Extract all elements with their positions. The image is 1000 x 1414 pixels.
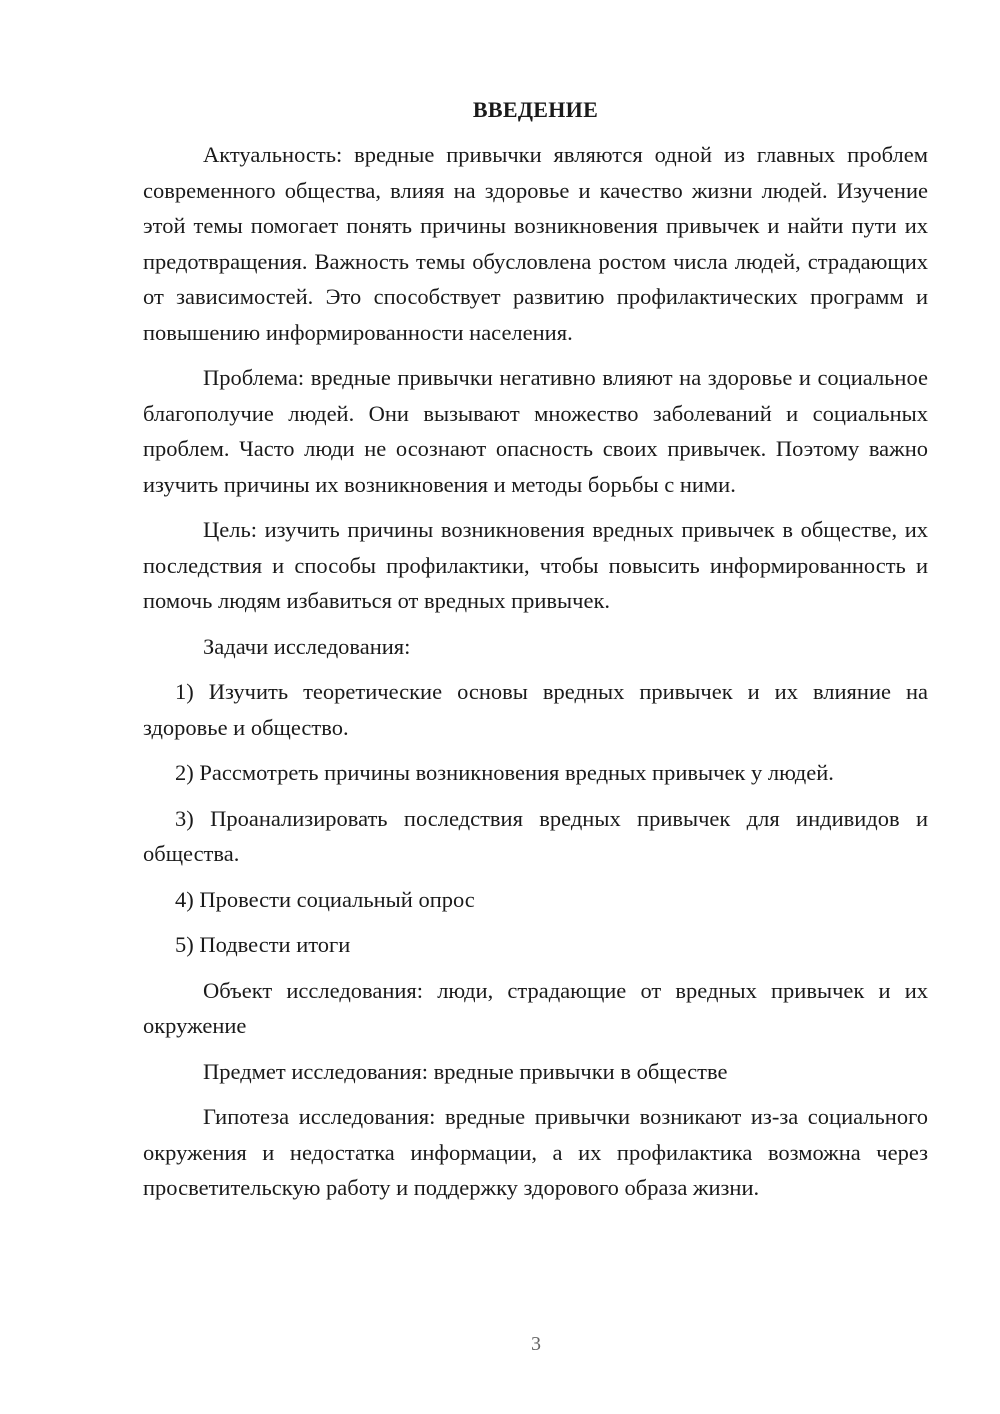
- task-item-4: 4) Провести социальный опрос: [175, 886, 475, 912]
- task-item-2: 2) Рассмотреть причины возникновения вредных привычек у людей.: [175, 760, 834, 785]
- task-item-3: 3) Проанализировать последствия вредных привычек для индивидов и общества.: [143, 805, 928, 866]
- relevance-paragraph: Актуальность: вредные привычки являются одной из главных проблем современного общества, влияя на здоровье и качество жизни людей. Изучение этой темы помогает понять причины возникновения привычек и найти пути их предотвращения. Важность темы обусловлена ростом числа людей, страдающих от зависимостей. Это способствует развитию профилактических программ и повышению информированности населения.: [143, 142, 928, 345]
- task-item-1: 1) Изучить теоретические основы вредных привычек и их влияние на здоровье и общество.: [143, 679, 928, 740]
- goal-paragraph: Цель: изучить причины возникновения вредных привычек в обществе, их последствия и способы профилактики, чтобы повысить информированность и помочь людям избавиться от вредных привычек.: [143, 517, 928, 613]
- problem-paragraph: Проблема: вредные привычки негативно влияют на здоровье и социальное благополучие людей. Они вызывают множество заболеваний и социальных проблем. Часто люди не осознают опасность своих привычек. Поэтому важно изучить причины их возникновения и методы борьбы с ними.: [143, 365, 928, 497]
- task-item-5: 5) Подвести итоги: [175, 932, 351, 957]
- section-title: ВВЕДЕНИЕ: [472, 97, 599, 122]
- hypothesis-paragraph: Гипотеза исследования: вредные привычки возникают из-за социального окружения и недостатка информации, а их профилактика возможна через просветительскую работу и поддержку здорового образа жизни.: [143, 1104, 928, 1200]
- subject-paragraph: Предмет исследования: вредные привычки в обществе: [203, 1058, 728, 1084]
- document-page: [143, 92, 928, 1206]
- object-paragraph: Объект исследования: люди, страдающие от вредных привычек и их окружение: [143, 977, 928, 1038]
- tasks-heading: Задачи исследования:: [203, 633, 411, 659]
- page-number: 3: [531, 1333, 541, 1355]
